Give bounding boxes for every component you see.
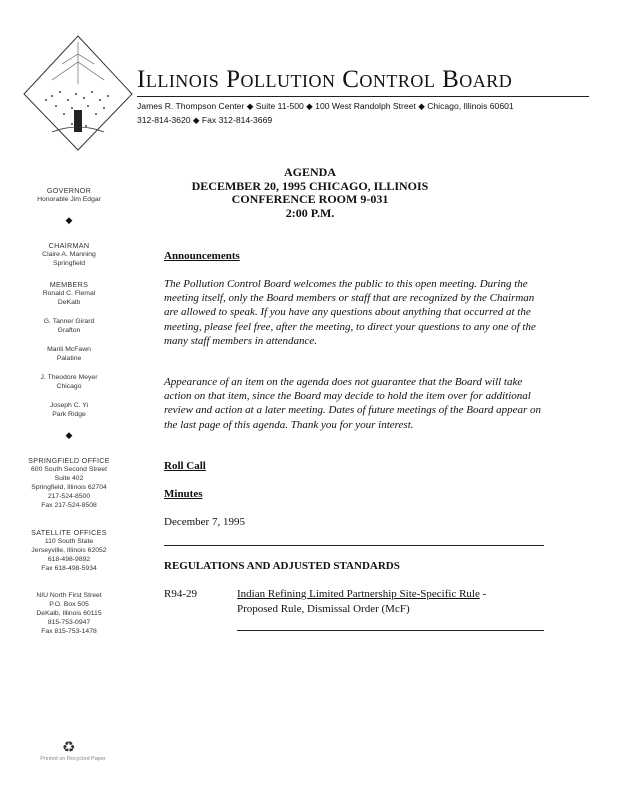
chairman-city: Springfield: [52, 260, 86, 267]
satellite-offices-heading: SATELLITE OFFICES: [31, 528, 107, 537]
announcements-paragraph-2: Appearance of an item on the agenda does not guarantee that the Board will take action on that item, since the Board may decide to hold the item over for additional review and action at a later meeting. Dates of future meetings of the Board appear on the last page of this agenda. Thank you for your interest.: [164, 376, 541, 431]
member-city: Grafton: [57, 327, 81, 334]
springfield-office-heading: SPRINGFIELD OFFICE: [28, 456, 110, 465]
members-block: [6, 280, 132, 419]
regulation-item-title-line: [237, 588, 486, 600]
sidebar-directory: [6, 186, 132, 648]
springfield-office-block: [6, 456, 132, 510]
springfield-line: 217-524-8500: [47, 493, 91, 500]
satellite-line: Fax 618-498-5934: [41, 565, 97, 572]
dekalb-office-block: [6, 591, 132, 636]
member-entry: [6, 401, 132, 419]
announcements-paragraph-1: The Pollution Control Board welcomes the public to this open meeting. During the meeting itself, only the Board members or staff that are recognized by the Chairman are allowed to speak. If you have any questions about anything that occurred at the meeting, please feel free, after the meeting, to direct your questions to any one of the many staff members in attendance.: [164, 278, 536, 347]
letterhead-address: James R. Thompson Center ◆ Suite 11-500 ◆ 100 West Randolph Street ◆ Chicago, Illinois 60601: [137, 101, 514, 111]
springfield-line: Suite 402: [54, 475, 84, 482]
header-divider: [137, 96, 589, 97]
regulation-item-detail: Proposed Rule, Dismissal Order (McF): [237, 603, 410, 615]
dekalb-line: NIU North First Street: [36, 592, 102, 599]
agenda-time: 2:00 P.M.: [285, 205, 335, 220]
letterhead-phone: 312-814-3620 ◆ Fax 312-814-3669: [137, 115, 273, 125]
recycle-icon: ♻: [62, 740, 76, 756]
minutes-heading: Minutes: [164, 488, 203, 500]
member-name: Marili McFawn: [47, 346, 91, 353]
agenda-header: [160, 166, 460, 220]
member-name: J. Theodore Meyer: [40, 374, 98, 381]
dekalb-line: 815-753-0947: [47, 619, 91, 626]
member-entry: [6, 345, 132, 363]
satellite-line: Jerseyville, Illinois 62052: [31, 547, 107, 554]
announcements-heading: Announcements: [164, 250, 240, 262]
dekalb-line: Fax 815-753-1478: [41, 628, 97, 635]
member-city: Palatine: [56, 355, 82, 362]
regulation-item-title-suffix: -: [479, 588, 487, 600]
board-name: Illinois Pollution Control Board: [137, 66, 513, 93]
diamond-separator-icon: ◆: [65, 215, 73, 225]
regulation-item-title: Indian Refining Limited Partnership Site-Specific Rule: [237, 588, 480, 600]
agenda-title: AGENDA: [283, 165, 336, 179]
dekalb-line: P.O. Box 505: [49, 601, 89, 608]
chairman-block: [6, 241, 132, 268]
diamond-separator-icon: ◆: [65, 430, 73, 440]
satellite-line: 110 South State: [44, 538, 94, 545]
agenda-room: CONFERENCE ROOM 9-031: [231, 192, 389, 206]
governor-name: Honorable Jim Edgar: [37, 196, 101, 203]
minutes-date: December 7, 1995: [164, 516, 245, 528]
member-city: Chicago: [56, 383, 82, 390]
member-entry: [6, 317, 132, 335]
member-city: Park Ridge: [52, 411, 86, 418]
regulation-item-number: R94-29: [164, 588, 197, 600]
agenda-date-location: DECEMBER 20, 1995 CHICAGO, ILLINOIS: [191, 178, 429, 193]
member-name: Ronald C. Flemal: [42, 290, 96, 297]
regulations-heading: REGULATIONS AND ADJUSTED STANDARDS: [164, 560, 400, 572]
governor-block: [6, 186, 132, 204]
recycled-paper-note: Printed on Recycled Paper: [40, 756, 106, 762]
member-city: DeKalb: [57, 299, 81, 306]
member-entry: [6, 373, 132, 391]
board-logo-emblem: [22, 34, 134, 152]
chairman-heading: CHAIRMAN: [48, 241, 90, 250]
item-divider: [237, 630, 544, 631]
springfield-line: Springfield, Illinois 62704: [31, 484, 107, 491]
roll-call-heading: Roll Call: [164, 460, 206, 472]
member-name: G. Tanner Girard: [43, 318, 95, 325]
dekalb-line: DeKalb, Illinois 60115: [36, 610, 102, 617]
springfield-line: 600 South Second Street: [31, 466, 107, 473]
members-heading: MEMBERS: [49, 280, 89, 289]
springfield-line: Fax 217-524-8508: [41, 502, 97, 509]
satellite-line: 618-498-9892: [47, 556, 91, 563]
governor-heading: GOVERNOR: [46, 186, 92, 195]
satellite-offices-block: [6, 528, 132, 573]
member-entry: [6, 289, 132, 307]
member-name: Joseph C. Yi: [49, 402, 89, 409]
section-divider: [164, 545, 544, 546]
chairman-name: Claire A. Manning: [42, 251, 96, 258]
